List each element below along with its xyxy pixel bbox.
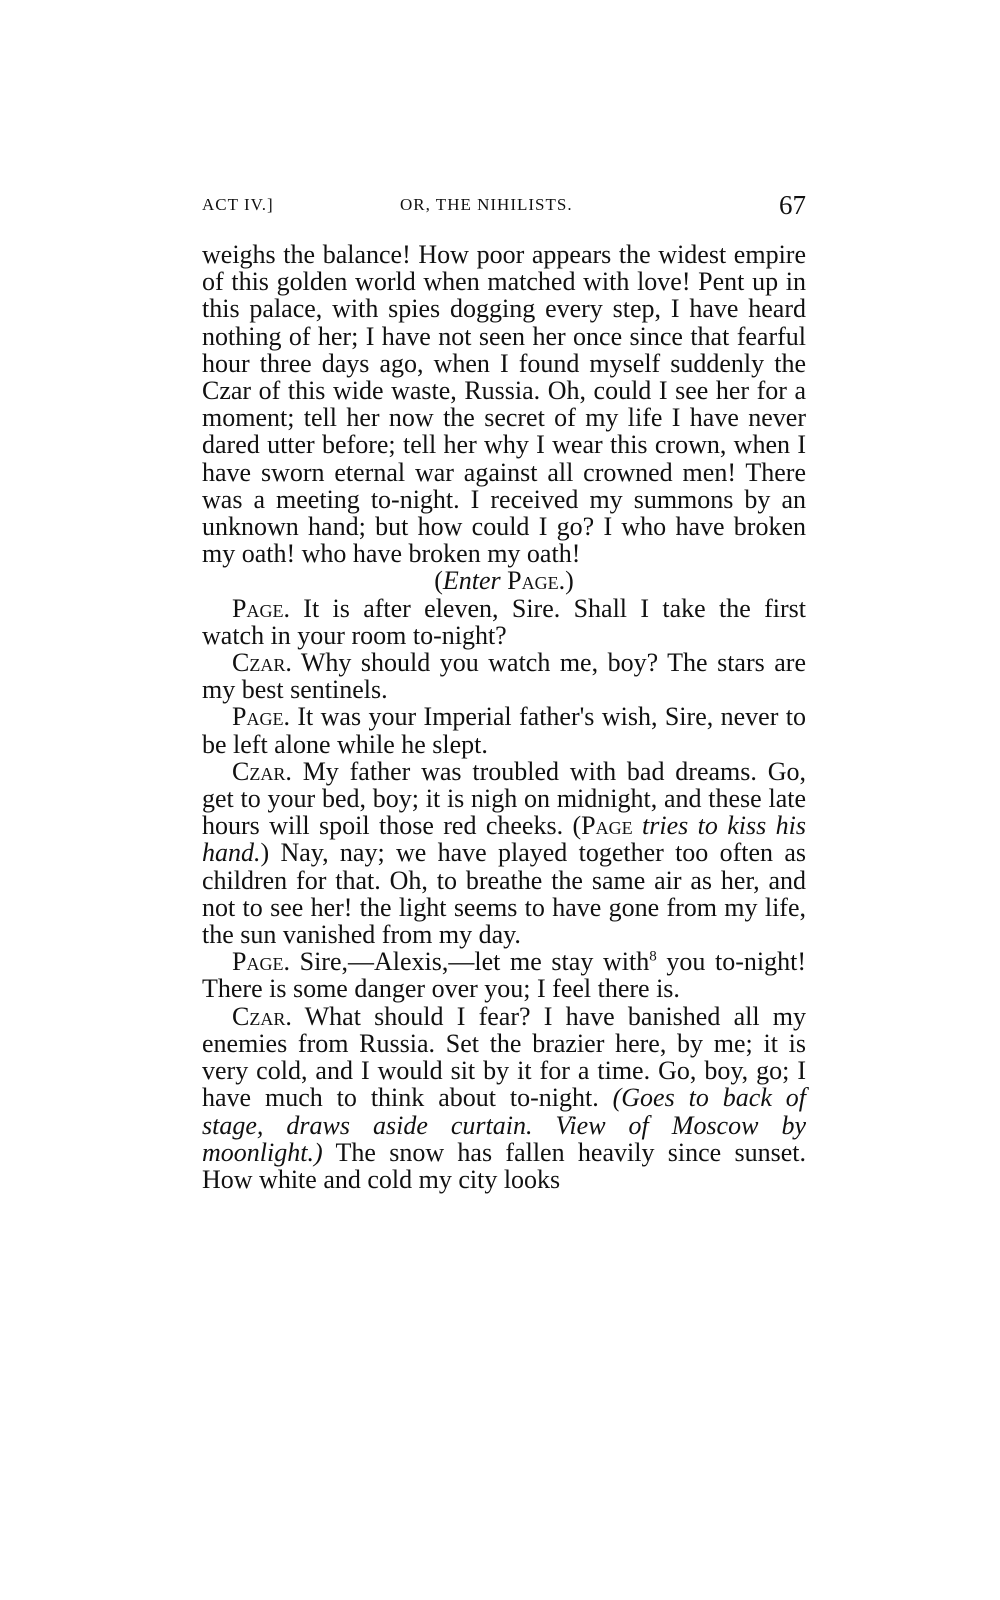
- speaker-name: Czar.: [232, 648, 292, 678]
- speech-text: you to-night! There is some danger over you; I feel there is.: [202, 947, 807, 1004]
- speaker-name: Czar.: [232, 1001, 292, 1031]
- speech: [202, 649, 806, 703]
- act-label: ACT IV.]: [202, 195, 274, 214]
- speech-text: Nay, nay; we have played together too often as children for that. Oh, to breathe the same air as her, and not to see her! the light seems to have gone from my life, the sun vanished from my day.: [202, 838, 806, 950]
- running-header: [202, 190, 806, 230]
- footnote-marker: 8: [649, 948, 657, 965]
- speaker-name: Czar.: [232, 756, 292, 786]
- speech-text: What should I fear? I have banished all my enemies from Russia. Set the brazier here, by me; it is very cold, and I would sit by it for a time. Go, boy, go; I have much to think about to-night.: [202, 1001, 806, 1113]
- speech: [202, 948, 806, 1002]
- page-body: [202, 241, 806, 1193]
- speaker-name: Page.: [232, 702, 290, 732]
- speech: [202, 1003, 806, 1193]
- speech: [202, 703, 806, 757]
- speaker-name: Page.: [232, 947, 290, 977]
- stage-direction: (Enter Page.): [434, 566, 574, 596]
- character-name: Page.: [507, 566, 566, 596]
- speech-text: It was your Imperial father's wish, Sire, never to be left alone while he slept.: [202, 702, 806, 759]
- stage-direction: (Page tries to kiss his hand.): [202, 811, 807, 868]
- running-title: OR, THE NIHILISTS.: [400, 195, 573, 214]
- speech: [202, 758, 806, 948]
- speech-text: It is after eleven, Sire. Shall I take the first watch in your room to-night?: [202, 593, 807, 650]
- speech-text: My father was troubled with bad dreams. Go, get to your bed, boy; it is nigh on midnight, and these late hours will spoil those red cheeks.: [202, 756, 806, 841]
- stage-direction: (Goes to back of stage, draws aside curtain. View of Moscow by moonlight.): [202, 1083, 807, 1167]
- paragraph: weighs the balance! How poor appears the widest empire of this golden world when matched with love! Pent up in this palace, with spies dogging every step, I have heard nothing of her; I have not seen her once since that fearful hour three days ago, when I found myself suddenly the Czar of this wide waste, Russia. Oh, could I see her for a moment; tell her now the secret of my life I have never dared utter before; tell her why I wear this crown, when I have sworn eternal war against all crowned men! There was a meeting to-night. I received my summons by an unknown hand; but how could I go? I who have broken my oath! who have broken my oath!: [202, 240, 806, 569]
- speech-text: Sire,—Alexis,—let me stay with: [299, 947, 650, 977]
- speech-text: Why should you watch me, boy? The stars are my best sentinels.: [202, 648, 806, 705]
- page-number: 67: [779, 190, 806, 220]
- speaker-name: Page.: [232, 593, 290, 623]
- speech: [202, 595, 806, 649]
- speech-text: The snow has fallen heavily since sunset. How white and cold my city looks: [202, 1137, 807, 1194]
